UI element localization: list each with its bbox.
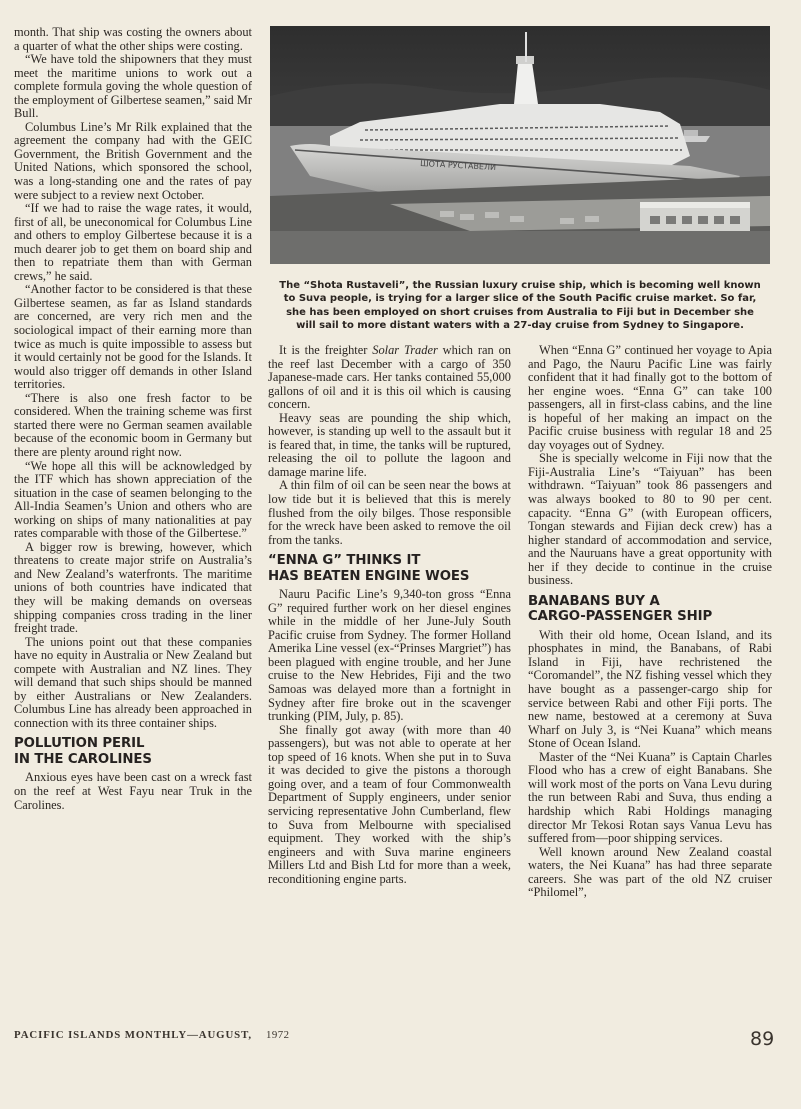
paragraph: Well known around New Zealand coastal waters, the Nei Kuana” has had three separate careers. She was part of the old NZ cruiser “Philomel”, (528, 844, 772, 900)
paragraph (268, 344, 511, 412)
column-middle (268, 344, 511, 886)
text-run: It is the freighter (279, 343, 373, 357)
column-right (528, 344, 772, 900)
paragraph: When “Enna G” continued her voyage to Apia and Pago, the Nauru Pacific Line was fairly confident that it had finally got to the bottom of her engine woes. “Enna G” can take 100 passengers, all in first-class cabins, and the line is hopeful of her making an impact on the Pacific cruise business with regular 18 and 25 day voyages out of Sydney. (528, 343, 772, 452)
paragraph: “We hope all this will be acknowledged by the ITF which has shown appreciation of the situation in the case of seamen belonging to the All-India Seamen’s Union and others who are working on ships of many nationalities at pay rates comparable with those of the Gilbertese.” (14, 458, 252, 541)
publication-name: PACIFIC ISLANDS MONTHLY—AUGUST, (14, 1029, 252, 1041)
column-left (14, 26, 252, 812)
section-heading-pollution (14, 736, 252, 767)
heading-line: HAS BEATEN ENGINE WOES (268, 568, 470, 584)
page-footer (14, 1029, 290, 1041)
paragraph: The unions point out that these companies have no equity in Australia or New Zealand but compete with Australian and NZ lines. They will demand that such ships should be manned by either Australians or New Zealanders. Columbus Line has already been approached in connection with its three container ships. (14, 634, 252, 730)
paragraph: Master of the “Nei Kuana” is Captain Charles Flood who has a crew of eight Banabans. She will work most of the ports on Vana Levu during the run between Rabi and Suva, thus ending a hardship which Rabi Holdings managing director Mr Tekosi Rotan says Vanua Levu has suffered from—poor shipping services. (528, 749, 772, 846)
paragraph: month. That ship was costing the owners about a quarter of what the other ships were costing. (14, 25, 252, 53)
heading-line: POLLUTION PERIL (14, 736, 145, 752)
ship-illustration (270, 26, 770, 264)
cruise-ship-photo (270, 26, 770, 264)
heading-line: IN THE CAROLINES (14, 751, 152, 767)
paragraph: Columbus Line’s Mr Rilk explained that the agreement the company had with the GEIC Government, the British Government and the United Nations, which sponsored the school, was a long-standing one and the rates of pay were subject to a review next October. (14, 119, 252, 202)
section-heading-banabans (528, 594, 772, 625)
text-run: which ran on the reef last December with a cargo of 350 Japanese-made cars. Her tanks contained 55,000 gallons of oil and it is this oil which is causing concern. (268, 343, 511, 412)
paragraph: She finally got away (with more than 40 passengers), but was not able to operate at her top speed of 16 knots. When she put in to Suva it was decided to give the pistons a thorough going over, and a team of four Commonwealth Department of Supply engineers, under senior servicing representative John Cumberland, flew to Suva from Melbourne with specialised equipment. They worked with the ship’s engineers and with Suva marine engineers Millers Ltd and Bish Ltd for more than a week, reconditioning engine parts. (268, 722, 511, 886)
ship-name-italic: Solar Trader (372, 343, 438, 357)
paragraph: A thin film of oil can be seen near the bows at low tide but it is believed that this is merely flushed from the oily bilges. Those responsible for the wreck have been asked to remove the oil from the tanks. (268, 478, 511, 547)
caption-line: to Suva people, is trying for a larger slice of the South Pacific cruise market. So far, (283, 293, 757, 305)
ship-name-text: ШОТА РУСТАВЕЛИ (419, 159, 497, 172)
paragraph: “There is also one fresh factor to be considered. When the training scheme was first started there were no German seamen available because of the economic boom in Germany but there are plenty around right now. (14, 390, 252, 459)
page-number: 89 (750, 1028, 775, 1050)
paragraph: She is specially welcome in Fiji now that the Fiji-Australia Line’s “Taiyuan” has been withdrawn. “Taiyuan” took 86 passengers and was always booked to 80 to 90 per cent. capacity. “Enna G” (with European officers, Tongan stewards and Fijian deck crew) has a higher standard of accommodation and service, and the Nauruans have a great opportunity with her if they decide to continue in the cruise business. (528, 451, 772, 588)
publication-year: 1972 (265, 1029, 290, 1041)
paragraph: With their old home, Ocean Island, and its phosphates in mind, the Banabans, of Rabi Island in Fiji, have rechristened the “Coromandel”, the NZ fishing vessel which they have bought as a passenger-cargo ship for service between Rabi and other Fiji ports. The new name, bestowed at a ceremony at Suva Wharf on July 3, is “Nei Kuana” which means Stone of Ocean Island. (528, 627, 772, 751)
paragraph: Nauru Pacific Line’s 9,340-ton gross “Enna G” required further work on her diesel engines while in the middle of her June-July South Pacific cruise from Sydney. The former Holland Amerika Line vessel (ex-“Prinses Margriet”) has been plagued with engine trouble, and her June cruise to the New Hebrides, Fiji and the two Samoas was delayed more than a fortnight in Sydney after fire broke out in the scavenger trunking (PIM, July, p. 85). (268, 587, 511, 724)
heading-line: “ENNA G” THINKS IT (268, 553, 421, 569)
photo-caption (268, 279, 772, 332)
paragraph: “We have told the shipowners that they must meet the maritime unions to work out a complete formula goving the whole question of the employment of Gilbertese seamen,” said Mr Bull. (14, 52, 252, 121)
heading-line: CARGO-PASSENGER SHIP (528, 609, 713, 625)
paragraph: “Another factor to be considered is that these Gilbertese seamen, as far as Island standards are concerned, are very rich men and the sociological impact of their earning more than twice as much is quite impossible to assess but it would certainly not be good for the Islands. It would also trigger off demands in other Island territories. (14, 282, 252, 392)
caption-line: she has been employed on short cruises from Australia to Fiji but in December she (286, 306, 754, 318)
paragraph: Heavy seas are pounding the ship which, however, is standing up well to the assault but it is feared that, in time, the tanks will be ruptured, releasing the oil to pollute the lagoon and damage marine life. (268, 410, 511, 479)
heading-line: BANABANS BUY A (528, 593, 660, 609)
paragraph: Anxious eyes have been cast on a wreck fast on the reef at West Fayu near Truk in the Carolines. (14, 770, 252, 812)
paragraph: “If we had to raise the wage rates, it would, first of all, be uneconomical for Columbus Line and others to employ Gilbertese because it is a much dearer job to get them on board ship and then to repatriate them than with German crews,” he said. (14, 201, 252, 283)
caption-line: The “Shota Rustaveli”, the Russian luxury cruise ship, which is becoming well known (279, 280, 761, 291)
paragraph: A bigger row is brewing, however, which threatens to create major strife on Australia’s and New Zealand’s waterfronts. The maritime unions of both countries have indicated that they will be making demands on overseas shipping companies cross trading in the liner freight trade. (14, 539, 252, 636)
caption-line: will sail to more distant waters with a 27-day cruise from Sydney to Singapore. (296, 319, 744, 331)
section-heading-enna-g (268, 553, 511, 584)
